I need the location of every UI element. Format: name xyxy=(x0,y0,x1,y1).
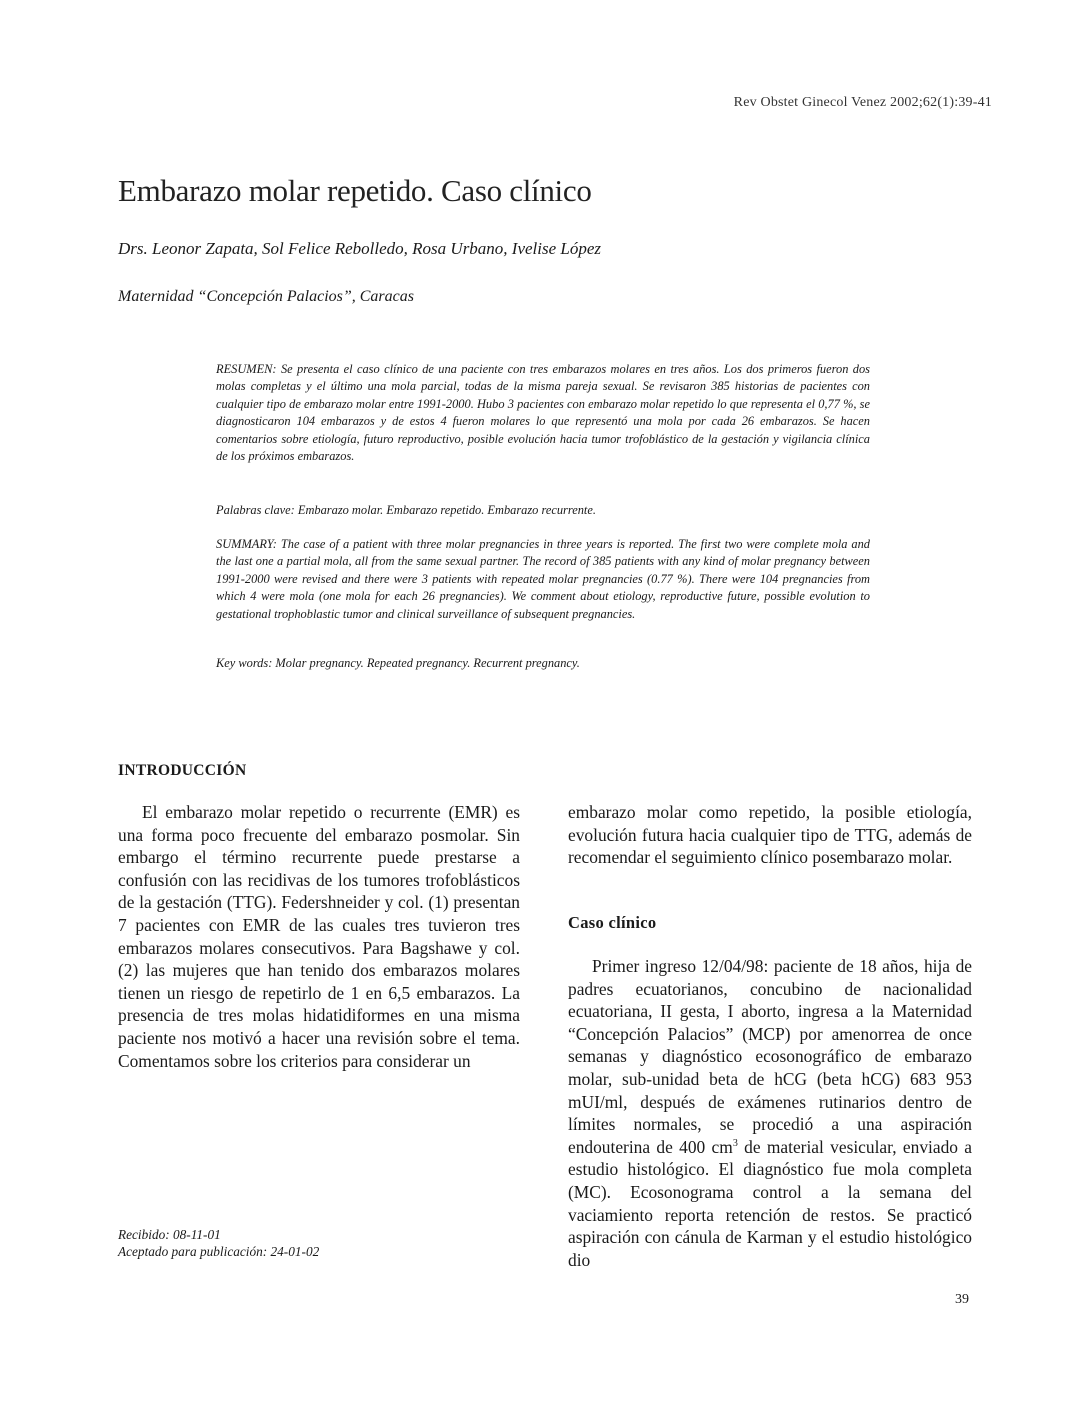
intro-heading: INTRODUCCIÓN xyxy=(118,762,247,779)
journal-reference: Rev Obstet Ginecol Venez 2002;62(1):39-41 xyxy=(733,95,992,110)
intro-paragraph: El embarazo molar repetido o recurrente (EMR) es una forma poco frecuente del embarazo posmolar. Sin embargo el término recurrente puede prestarse a confusión con las recidivas de los tumores trofoblásticos de la gestación (TTG). Federshneider y col. (1) presentan 7 pacientes con EMR de las cuales tres tuvieron tres embarazos molares consecutivos. Para Bagshawe y col. (2) las mujeres que han tenido dos embarazos molares tienen un riesgo de repetirlo de 1 en 6,5 embarazos. La presencia de tres molas hidatidiformes en una misma paciente nos motivó a hacer una revisión sobre el tema. Comentamos sobre los criterios para considerar un xyxy=(118,802,520,1071)
caso-text-part-1: Primer ingreso 12/04/98: paciente de 18 años, hija de padres ecuatorianos, concubino de nacionalidad ecuatoriana, II gesta, I aborto, ingresa a la Maternidad “Concepción Palacios” (MCP) por amenorrea de once semanas y diagnóstico ecosonográfico de embarazo molar, sub-unidad beta de hCG (beta hCG) 683 953 mUI/ml, después de exámenes rutinarios dentro de límites normales, se procedió a una aspiración endouterina de 400 cm xyxy=(568,956,972,1157)
intro-continued-paragraph: embarazo molar como repetido, la posible etiología, evolución futura hacia cualquier tipo de TTG, además de recomendar el seguimiento clínico posembarazo molar. xyxy=(568,802,972,868)
article-affiliation: Maternidad “Concepción Palacios”, Caracas xyxy=(118,288,414,305)
superscript-cube: 3 xyxy=(732,1137,738,1149)
page-number: 39 xyxy=(955,1292,969,1307)
palabras-clave: Palabras clave: Embarazo molar. Embarazo repetido. Embarazo recurrente. xyxy=(216,503,596,517)
article-authors: Drs. Leonor Zapata, Sol Felice Rebolledo, Rosa Urbano, Ivelise López xyxy=(118,239,602,258)
caso-clinico-paragraph xyxy=(568,955,972,1271)
aceptado-date: Aceptado para publicación: 24-01-02 xyxy=(118,1244,320,1259)
caso-clinico-column xyxy=(568,955,972,1271)
intro-column xyxy=(118,801,520,1072)
abstract-resumen: RESUMEN: Se presenta el caso clínico de una paciente con tres embarazos molares en tres años. Los dos primeros fueron dos molas completas y el último una mola parcial, todas de la misma pareja sexual. Se revisaron 385 historias de pacientes con cualquier tipo de embarazo molar entre 1991-2000. Hubo 3 pacientes con embarazo molar repetido lo que representa el 0,77 %, se diagnosticaron 104 embarazos y de estos 4 fueron molares lo que representó una mola por cada 26 embarazos. Se hacen comentarios sobre etiología, futuro reproductivo, posible evolución hacia tumor trofoblástico de la gestación y vigilancia clínica de los próximos embarazos. xyxy=(216,362,870,464)
caso-clinico-heading: Caso clínico xyxy=(568,913,657,932)
abstract-summary: SUMMARY: The case of a patient with three molar pregnancies in three years is reported. The first two were complete mola and the last one a partial mola, all from the same sexual partner. The record of 385 patients with any kind of molar pregnancy between 1991-2000 were revised and there were 3 patients with repeated molar pregnancies (0.77 %). There were 104 pregnancies from which 4 were mola (one mola for each 26 pregnancies). We comment about etiology, reproductive future, possible evolution to gestational trophoblastic tumor and clinical surveillance of subsequent pregnancies. xyxy=(216,537,870,621)
intro-continued-column xyxy=(568,801,972,869)
article-title: Embarazo molar repetido. Caso clínico xyxy=(118,173,592,208)
caso-text-part-2: de material vesicular, enviado a estudio histológico. El diagnóstico fue mola completa (MC). Ecosonograma control a la semana del vaciamiento reporta retención de restos. Se practicó aspiración con cánula de Karman y el estudio histológico dio xyxy=(568,1136,972,1270)
recibido-date: Recibido: 08-11-01 xyxy=(118,1227,221,1242)
submission-dates xyxy=(118,1226,319,1260)
key-words: Key words: Molar pregnancy. Repeated pregnancy. Recurrent pregnancy. xyxy=(216,656,580,670)
